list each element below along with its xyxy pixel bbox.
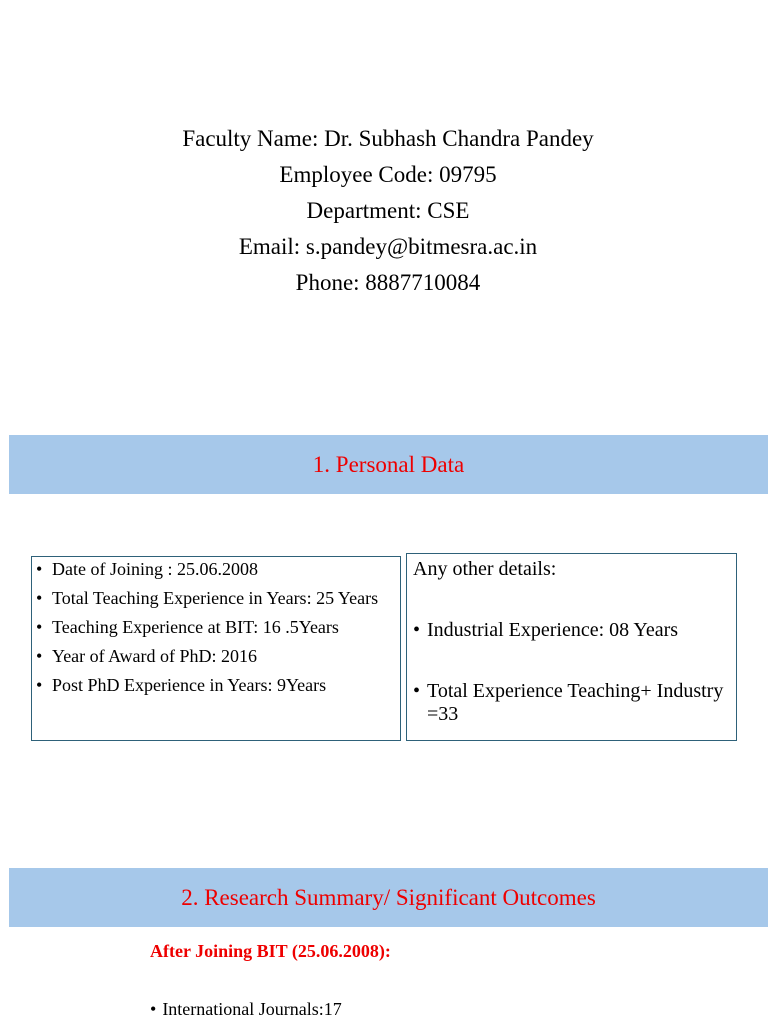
journals-count: International Journals:17 (162, 999, 342, 1019)
bullet-icon: • (36, 646, 43, 666)
personal-data-box (31, 556, 401, 741)
list-item: • Post PhD Experience in Years: 9Years (36, 675, 327, 695)
after-joining-subheading: After Joining BIT (25.06.2008): (150, 941, 391, 961)
list-item: • Teaching Experience at BIT: 16 .5Years (36, 617, 339, 637)
list-item: • Total Experience Teaching+ Industry =33 (413, 680, 724, 725)
faculty-name: Faculty Name: Dr. Subhash Chandra Pandey (182, 126, 594, 151)
other-details-box (406, 553, 737, 741)
section-1-heading (9, 435, 768, 494)
bullet-icon: • (150, 999, 157, 1019)
list-item: • Industrial Experience: 08 Years (413, 619, 679, 641)
bullet-icon: • (36, 617, 43, 637)
section-1-title: 1. Personal Data (312, 451, 465, 477)
phone: Phone: 8887710084 (295, 270, 481, 295)
list-item: • Year of Award of PhD: 2016 (36, 646, 258, 666)
section-2-title: 2. Research Summary/ Significant Outcomes (181, 884, 596, 910)
email: Email: s.pandey@bitmesra.ac.in (238, 234, 538, 259)
other-details-title: Any other details: (413, 558, 557, 580)
bullet-icon: • (36, 559, 43, 579)
bullet-icon: • (413, 680, 421, 702)
employee-code: Employee Code: 09795 (279, 162, 497, 187)
department: Department: CSE (306, 198, 470, 223)
list-item: • Total Teaching Experience in Years: 25 Years (36, 588, 379, 608)
other-details-list (413, 619, 736, 726)
personal-data-list (36, 559, 400, 695)
list-item: • Date of Joining : 25.06.2008 (36, 559, 258, 579)
bullet-icon: • (36, 588, 43, 608)
faculty-header (0, 121, 768, 301)
section-2-heading (9, 868, 768, 927)
bullet-icon: • (413, 619, 421, 641)
list-item (150, 999, 342, 1020)
bullet-icon: • (36, 675, 43, 695)
